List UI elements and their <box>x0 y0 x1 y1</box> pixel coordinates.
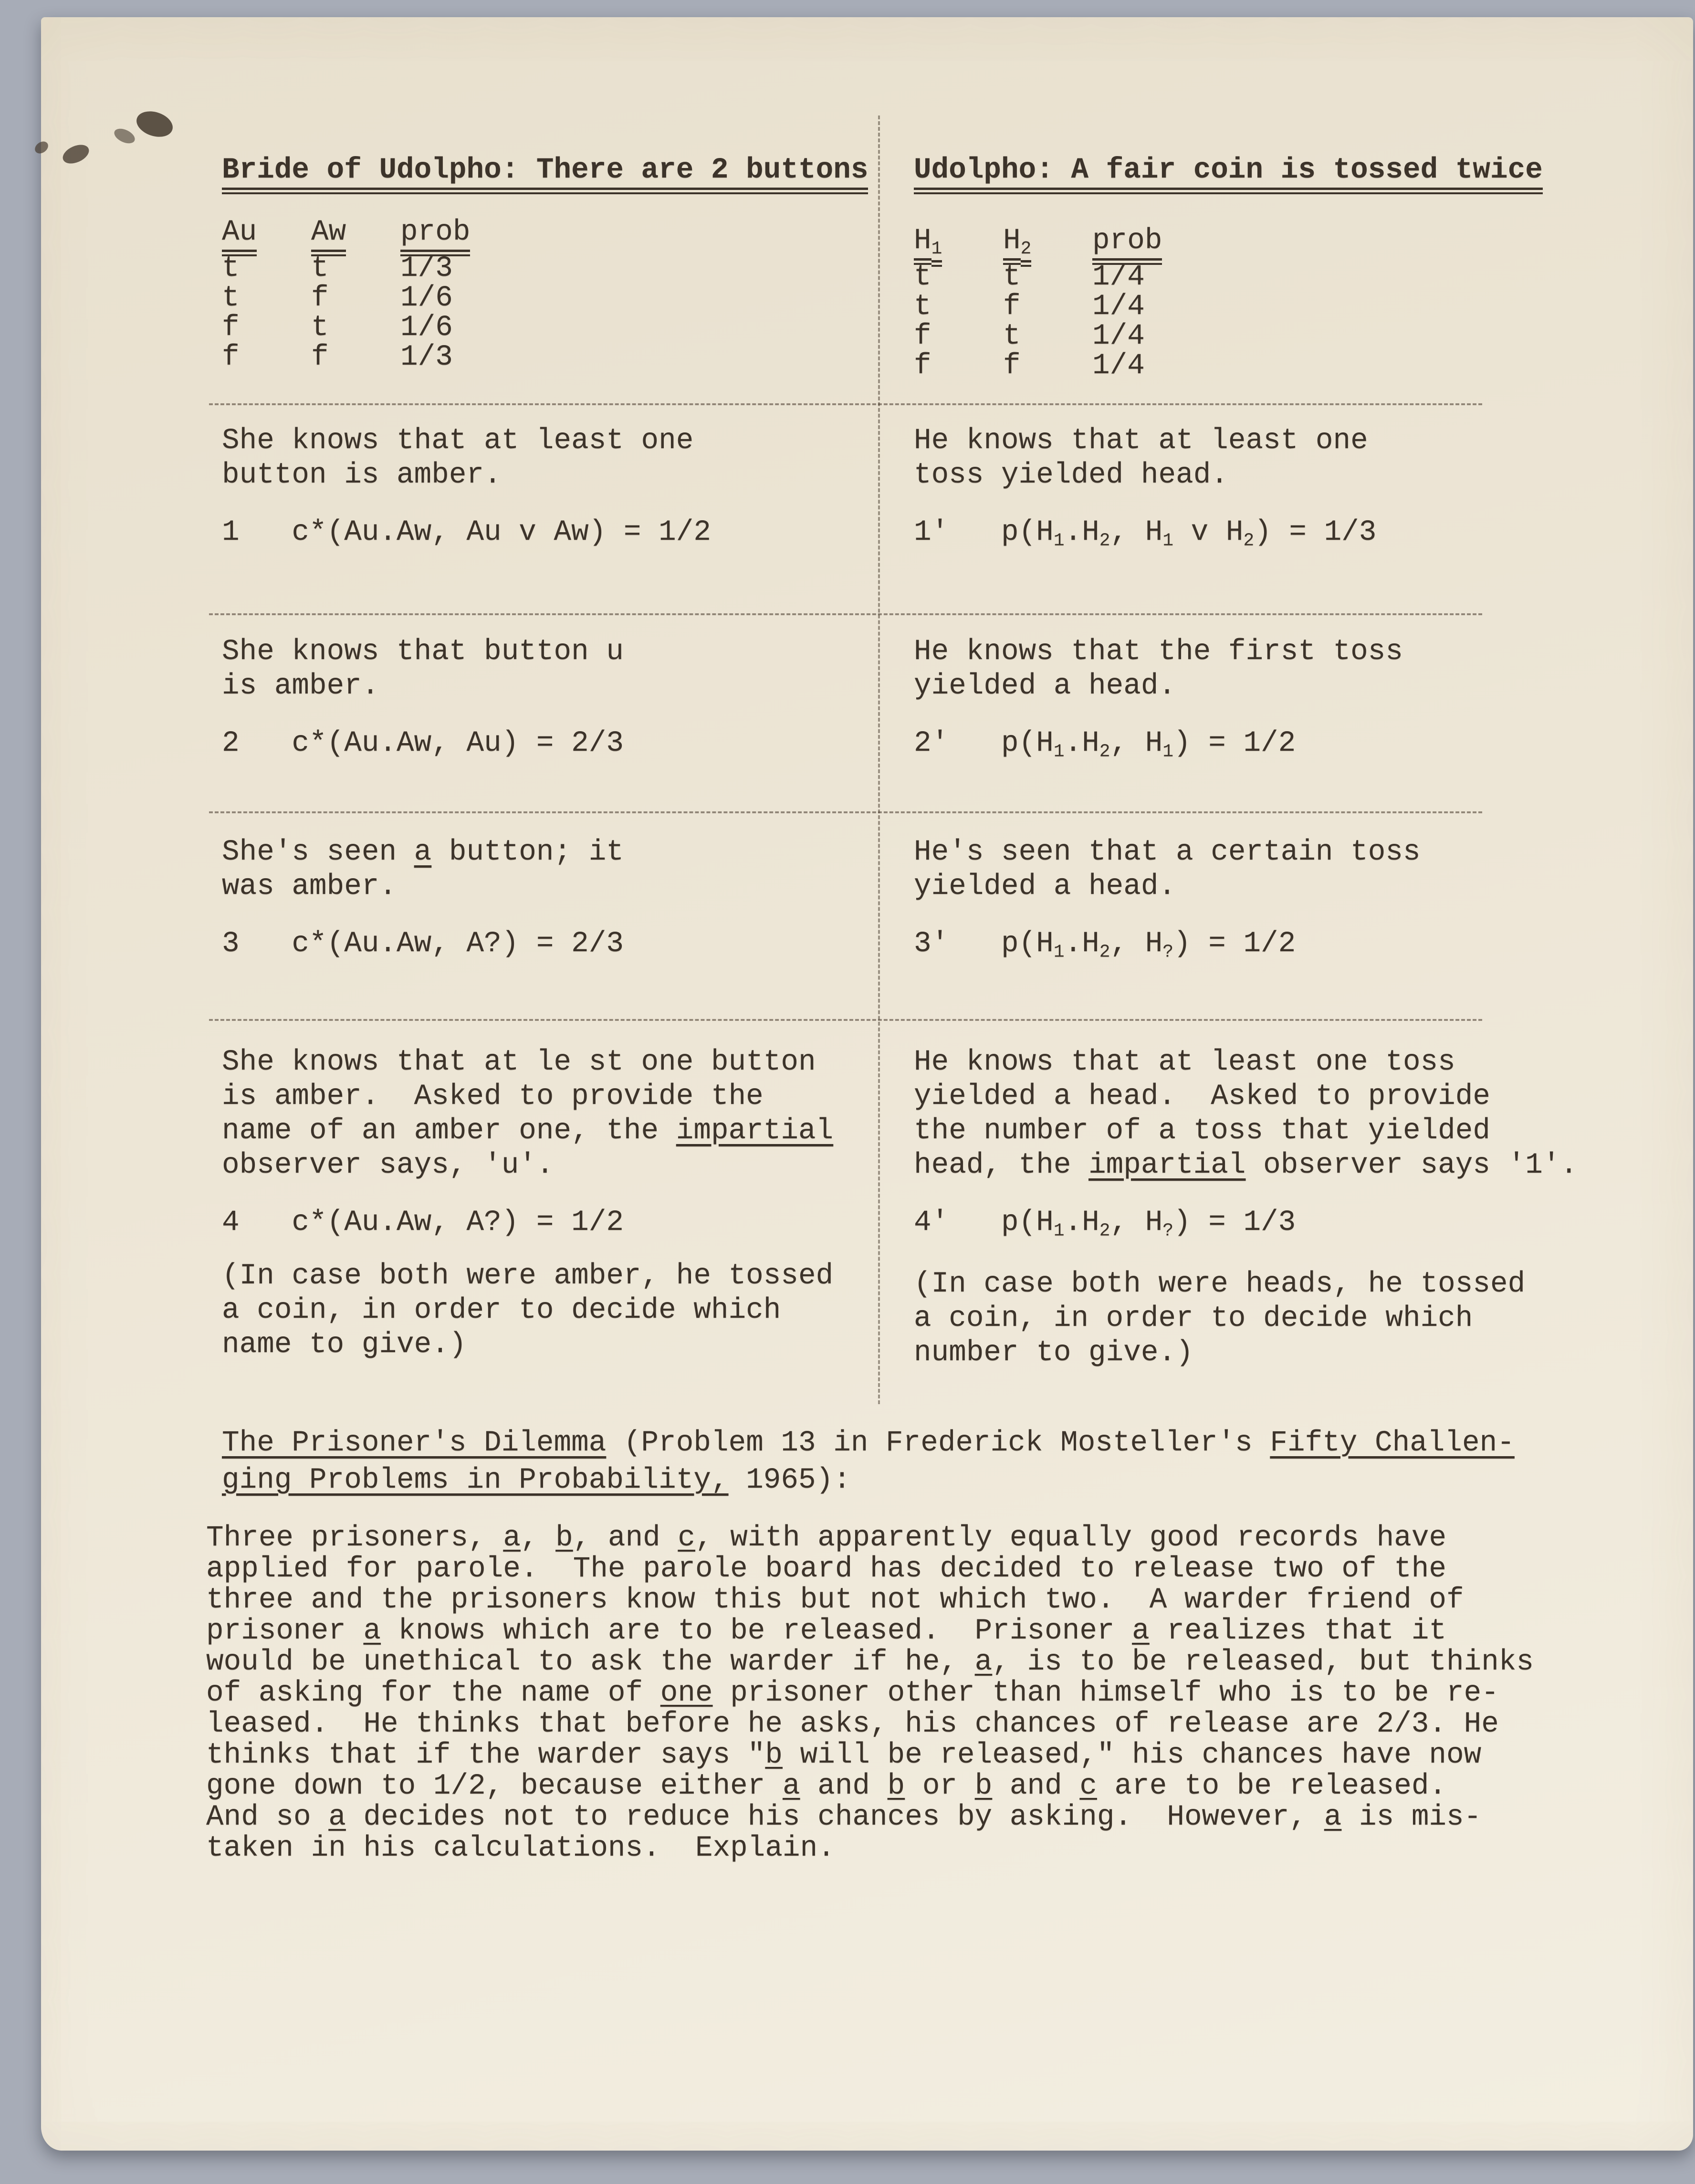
text-segment: and <box>800 1770 888 1803</box>
underlined-text: b <box>555 1522 573 1554</box>
text-segment: 2 <box>1099 531 1110 551</box>
text-segment: decides not to reduce his chances by asking. However, <box>345 1801 1324 1834</box>
text-line <box>914 1302 1620 1336</box>
text-line <box>222 458 871 493</box>
table-cell: f <box>1003 290 1021 323</box>
table-header-row <box>222 216 490 252</box>
text-segment: number to give.) <box>914 1336 1193 1370</box>
text-segment: , <box>520 1522 556 1554</box>
left-column-title <box>222 154 868 187</box>
text-segment: a coin, in order to decide which <box>914 1302 1473 1335</box>
text-line <box>206 1647 1534 1678</box>
text-line <box>914 835 1620 870</box>
text-segment: 4 c*(Au.Aw, A?) = 1/2 <box>222 1206 624 1239</box>
text-segment: 1 <box>1162 531 1174 551</box>
formula-line <box>222 925 871 963</box>
table-row <box>222 282 490 315</box>
underlined-text: a <box>1132 1615 1150 1648</box>
text-segment: , with apparently equally good records have <box>695 1522 1447 1554</box>
text-segment: yielded a head. <box>914 670 1176 703</box>
table-cell: 1/3 <box>400 341 453 374</box>
text-segment: ) = 1/3 <box>1173 1206 1296 1239</box>
table-cell: t <box>1003 261 1021 294</box>
text-segment: 1 <box>1053 942 1065 963</box>
text-segment: He knows that at least one toss <box>914 1046 1455 1079</box>
statement-text <box>914 424 1620 493</box>
table-header-cell <box>1092 224 1182 257</box>
underlined-text: a <box>974 1646 993 1679</box>
formula-line <box>222 724 871 763</box>
text-line <box>914 1148 1620 1183</box>
text-line <box>914 1045 1620 1080</box>
text-line <box>222 1259 871 1293</box>
text-segment: , and <box>573 1522 678 1554</box>
text-line <box>206 1833 1534 1864</box>
table-cell: f <box>1003 349 1021 382</box>
row-separator-line <box>209 403 1482 405</box>
underlined-text: c <box>1079 1770 1097 1803</box>
underlined-text: c <box>678 1522 695 1554</box>
text-segment: name to give.) <box>222 1328 467 1361</box>
text-line <box>206 1554 1534 1585</box>
text-segment: is amber. <box>222 670 379 703</box>
underlined-text: 1 <box>931 239 942 267</box>
text-line <box>222 1148 871 1183</box>
table-cell: f <box>311 341 329 374</box>
table-cell: 1/4 <box>1092 349 1145 382</box>
text-segment: or <box>905 1770 975 1803</box>
underlined-text: b <box>765 1739 783 1772</box>
text-line <box>222 424 871 458</box>
text-line <box>222 835 871 870</box>
formula-line <box>914 514 1620 560</box>
table-cell: t <box>1003 320 1021 353</box>
underlined-text: Fifty Challen- <box>1270 1427 1515 1460</box>
table-cell: t <box>914 261 931 294</box>
statement-2-left <box>222 635 871 763</box>
table-row <box>914 290 1182 323</box>
text-segment: , H <box>1110 727 1163 760</box>
table-cell: t <box>311 311 329 344</box>
text-segment: knows which are to be released. Prisoner <box>381 1615 1132 1648</box>
table-row <box>914 261 1182 294</box>
text-line <box>914 424 1620 458</box>
text-segment: ) = 1/2 <box>1173 727 1296 760</box>
underlined-text: a <box>503 1522 521 1554</box>
underlined-text: a <box>328 1801 346 1834</box>
text-segment: .H <box>1064 1206 1099 1239</box>
text-segment: would be unethical to ask the warder if he, <box>206 1646 975 1679</box>
text-segment: three and the prisoners know this but not which two. A warder friend of <box>206 1584 1464 1617</box>
text-segment: 2 <box>1243 531 1255 551</box>
text-segment: (In case both were amber, he tossed <box>222 1260 834 1292</box>
text-segment: 1 <box>1162 742 1174 762</box>
text-line <box>222 870 871 904</box>
text-segment: 2 <box>1099 742 1110 762</box>
row-separator-line <box>209 1019 1482 1021</box>
text-segment: , H <box>1110 927 1163 960</box>
text-segment: (Problem 13 in Frederick Mosteller's <box>606 1427 1270 1460</box>
text-segment: 2 c*(Au.Aw, Au) = 2/3 <box>222 727 624 760</box>
text-segment: 2' p(H <box>914 727 1054 760</box>
text-line <box>222 635 871 669</box>
text-segment: and <box>992 1770 1080 1803</box>
column-divider-line <box>878 116 880 1404</box>
text-segment: 1 <box>1053 742 1065 762</box>
parenthetical-note <box>914 1267 1620 1370</box>
text-segment: 2 <box>1099 1221 1110 1241</box>
underlined-text: The Prisoner's Dilemma <box>222 1427 607 1460</box>
underlined-text: a <box>1324 1801 1342 1834</box>
underlined-text: Bride of Udolpho: There are 2 buttons <box>222 154 868 194</box>
text-segment: a coin, in order to decide which <box>222 1294 781 1327</box>
formula-line <box>914 724 1620 771</box>
text-line <box>206 1616 1534 1647</box>
table-cell: t <box>222 282 240 315</box>
text-segment: She knows that button u <box>222 635 624 668</box>
text-segment: ? <box>1162 1221 1174 1241</box>
text-segment: prisoner <box>206 1615 364 1648</box>
text-segment: Three prisoners, <box>206 1522 503 1554</box>
text-segment: is mis- <box>1341 1801 1482 1834</box>
text-segment: name of an amber one, the <box>222 1114 676 1147</box>
statement-4-right <box>914 1045 1620 1370</box>
text-line <box>222 669 871 704</box>
table-header-cell <box>222 216 311 249</box>
text-segment: He knows that the first toss <box>914 635 1403 668</box>
table-header-cell <box>311 216 400 249</box>
underlined-text: impartial <box>1088 1149 1246 1182</box>
parenthetical-note <box>222 1259 871 1362</box>
text-segment: 2 <box>1099 942 1110 963</box>
text-segment: ? <box>1162 942 1174 963</box>
statement-4-left <box>222 1045 871 1362</box>
table-cell: 1/4 <box>1092 290 1145 323</box>
text-line <box>206 1740 1534 1771</box>
ink-smudge <box>112 126 137 146</box>
underlined-text: a <box>783 1770 800 1803</box>
text-line <box>222 1114 871 1148</box>
text-segment: yielded a head. <box>914 870 1176 903</box>
table-row <box>914 349 1182 382</box>
text-segment: And so <box>206 1801 329 1834</box>
right-column-title <box>914 154 1543 187</box>
text-line <box>206 1802 1534 1833</box>
ink-smudge <box>60 141 92 168</box>
underlined-text: one <box>660 1677 713 1710</box>
text-segment: observer says, 'u'. <box>222 1149 554 1182</box>
text-line <box>222 1045 871 1080</box>
table-row <box>222 311 490 344</box>
text-segment: button is amber. <box>222 459 502 492</box>
text-segment: 1 c*(Au.Aw, Au v Aw) = 1/2 <box>222 516 711 549</box>
text-segment: gone down to 1/2, because either <box>206 1770 783 1803</box>
formula-line <box>222 1204 871 1242</box>
table-header-cell <box>1003 224 1092 259</box>
table-cell: f <box>914 320 931 353</box>
text-segment: 3' p(H <box>914 927 1054 960</box>
text-line <box>222 1328 871 1362</box>
underlined-text: Aw <box>311 216 346 256</box>
formula-line <box>914 1204 1620 1250</box>
text-segment: .H <box>1064 727 1099 760</box>
statement-1-right <box>914 424 1620 560</box>
statement-text <box>222 1045 871 1183</box>
text-segment: She knows that at le st one button <box>222 1046 816 1079</box>
statement-text <box>914 1045 1620 1183</box>
text-line <box>206 1678 1534 1709</box>
text-segment: He's seen that a certain toss <box>914 836 1421 869</box>
text-segment: the number of a toss that yielded <box>914 1114 1490 1147</box>
table-row <box>222 252 490 285</box>
row-separator-line <box>209 613 1482 615</box>
text-segment: ) = 1/2 <box>1173 927 1296 960</box>
text-segment: of asking for the name of <box>206 1677 660 1710</box>
statement-3-right <box>914 835 1620 971</box>
table-header-cell <box>914 224 1003 259</box>
table-cell: 1/6 <box>400 282 453 315</box>
table-cell: 1/4 <box>1092 261 1145 294</box>
text-line <box>206 1585 1534 1616</box>
text-segment: (In case both were heads, he tossed <box>914 1268 1526 1301</box>
text-line <box>914 635 1620 669</box>
text-segment: head, the <box>914 1149 1089 1182</box>
underlined-text: 2 <box>1021 239 1032 267</box>
text-segment: is amber. Asked to provide the <box>222 1080 764 1113</box>
text-segment: leased. He thinks that before he asks, his chances of release are 2/3. He <box>206 1708 1499 1741</box>
text-line <box>914 1114 1620 1148</box>
buttons-probability-table <box>222 216 490 374</box>
underlined-text: impartial <box>676 1114 834 1147</box>
table-cell: t <box>311 252 329 285</box>
table-cell: t <box>222 252 240 285</box>
text-line <box>914 669 1620 704</box>
text-line <box>222 1425 1515 1462</box>
text-segment: 1 <box>1053 531 1065 551</box>
statement-text <box>914 835 1620 904</box>
text-segment: , H <box>1110 1206 1163 1239</box>
table-cell: 1/4 <box>1092 320 1145 353</box>
text-segment: was amber. <box>222 870 397 903</box>
text-segment: will be released," his chances have now <box>783 1739 1482 1772</box>
formula-line <box>222 514 871 552</box>
text-segment: .H <box>1064 927 1099 960</box>
underlined-text: b <box>974 1770 993 1803</box>
prisoners-dilemma-paragraph <box>206 1522 1534 1864</box>
table-header-cell <box>400 216 490 249</box>
text-segment: yielded a head. Asked to provide <box>914 1080 1490 1113</box>
row-separator-line <box>209 811 1482 813</box>
text-segment: observer says '1'. <box>1245 1149 1578 1182</box>
table-row <box>222 341 490 374</box>
statement-1-left <box>222 424 871 552</box>
text-segment: 1965): <box>728 1464 851 1497</box>
text-line <box>222 1293 871 1328</box>
text-line <box>206 1709 1534 1740</box>
text-segment: ) = 1/3 <box>1254 516 1377 549</box>
text-line <box>914 458 1620 493</box>
formula-line <box>914 925 1620 971</box>
prisoners-dilemma-heading <box>222 1425 1515 1499</box>
underlined-text: a <box>363 1615 381 1648</box>
text-line <box>222 1462 1515 1499</box>
text-line <box>914 870 1620 904</box>
table-cell: f <box>222 311 240 344</box>
table-cell: f <box>222 341 240 374</box>
statement-text <box>914 635 1620 704</box>
underlined-text: a <box>414 836 432 869</box>
statement-text <box>222 835 871 904</box>
text-segment: button; it <box>431 836 624 869</box>
text-segment: 1 <box>1053 1221 1065 1241</box>
text-segment: thinks that if the warder says " <box>206 1739 765 1772</box>
text-segment: She's seen <box>222 836 414 869</box>
underlined-text: ging Problems in Probability, <box>222 1464 729 1497</box>
statement-2-right <box>914 635 1620 771</box>
text-line <box>914 1336 1620 1370</box>
table-cell: f <box>311 282 329 315</box>
text-segment: , H <box>1110 516 1163 549</box>
text-line <box>914 1267 1620 1302</box>
table-row <box>914 320 1182 353</box>
text-segment: toss yielded head. <box>914 459 1228 492</box>
statement-text <box>222 635 871 704</box>
text-segment: 3 c*(Au.Aw, A?) = 2/3 <box>222 927 624 960</box>
table-cell: 1/6 <box>400 311 453 344</box>
ink-smudge <box>133 107 176 141</box>
statement-text <box>222 424 871 493</box>
text-segment: , is to be released, but thinks <box>992 1646 1534 1679</box>
text-segment: applied for parole. The parole board has decided to release two of the <box>206 1553 1447 1586</box>
text-segment: 1' p(H <box>914 516 1054 549</box>
text-segment: prisoner other than himself who is to be re- <box>712 1677 1499 1710</box>
underlined-text: Au <box>222 216 257 256</box>
text-line <box>222 1080 871 1114</box>
text-segment: are to be released. <box>1097 1770 1447 1803</box>
text-line <box>914 1080 1620 1114</box>
text-line <box>206 1771 1534 1802</box>
underlined-text: b <box>887 1770 905 1803</box>
text-segment: v H <box>1173 516 1244 549</box>
underlined-text: prob <box>400 216 470 256</box>
text-segment: He knows that at least one <box>914 424 1368 457</box>
table-cell: 1/3 <box>400 252 453 285</box>
table-header-row <box>914 224 1182 261</box>
underlined-text: H <box>914 224 931 265</box>
ink-smudge <box>32 139 50 156</box>
text-segment: realizes that it <box>1149 1615 1447 1648</box>
text-segment: .H <box>1064 516 1099 549</box>
table-cell: t <box>914 290 931 323</box>
statement-3-left <box>222 835 871 963</box>
text-line <box>206 1522 1534 1554</box>
table-cell: f <box>914 349 931 382</box>
underlined-text: prob <box>1092 224 1162 265</box>
text-segment: 4' p(H <box>914 1206 1054 1239</box>
text-segment: She knows that at least one <box>222 424 694 457</box>
text-segment: taken in his calculations. Explain. <box>206 1832 835 1865</box>
coin-toss-probability-table <box>914 224 1182 382</box>
underlined-text: H <box>1003 224 1021 265</box>
underlined-text: Udolpho: A fair coin is tossed twice <box>914 154 1543 194</box>
